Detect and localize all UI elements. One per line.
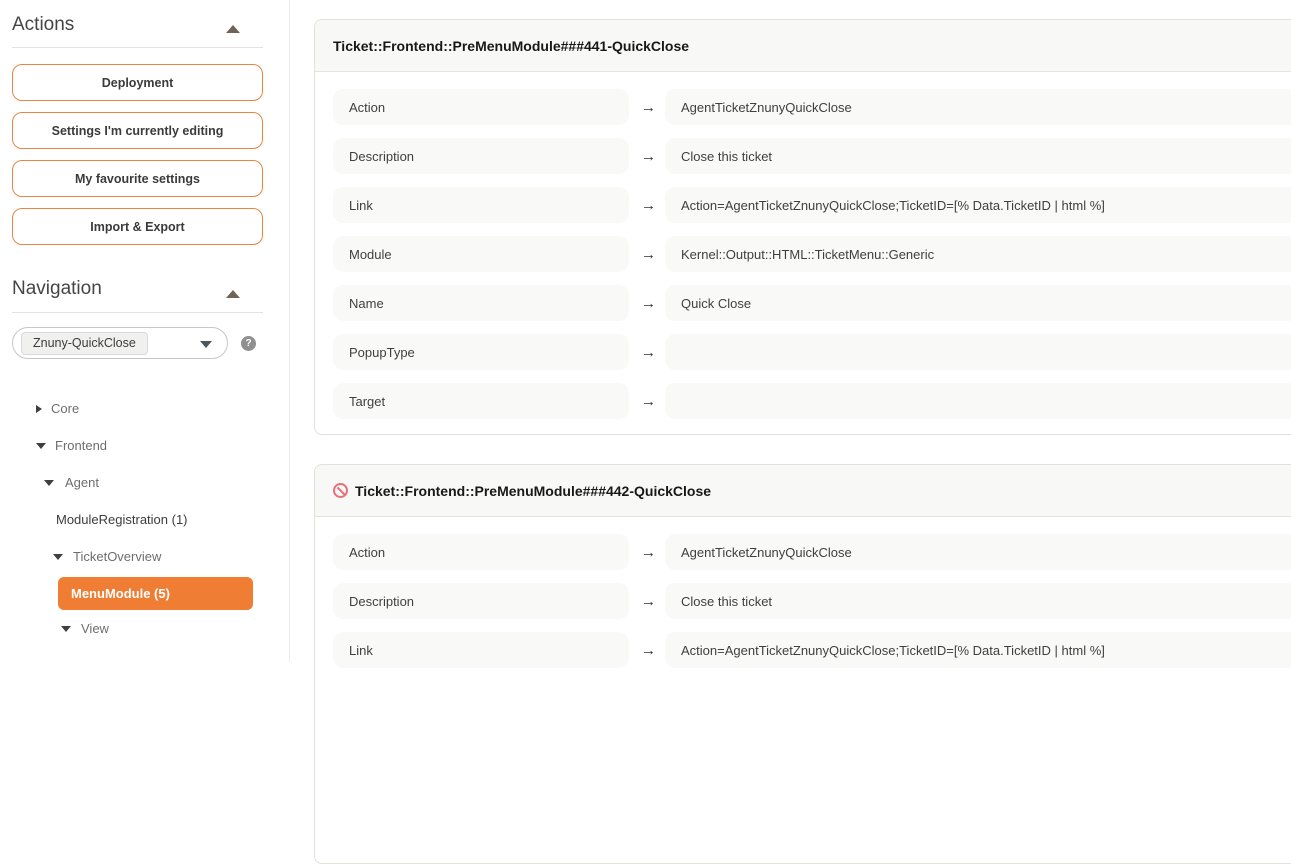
navigation-filter-dropdown[interactable] [12,327,228,359]
setting-key: Module [333,236,629,272]
setting-title: Ticket::Frontend::PreMenuModule###441-QuickClose [333,37,690,54]
tree-label[interactable]: Frontend [55,438,108,453]
setting-value[interactable]: Close this ticket [665,583,1291,619]
setting-key: Action [333,534,629,570]
setting-key: PopupType [333,334,629,370]
tree-item-menumodule-selected[interactable]: MenuModule (5) [58,577,253,610]
triangle-down-icon[interactable] [36,443,46,449]
setting-value[interactable] [665,334,1291,370]
sidebar-main-divider [289,0,290,662]
tree-label[interactable]: View [81,621,109,636]
setting-key: Link [333,187,629,223]
setting-value[interactable] [665,383,1291,419]
setting-row [333,89,1291,125]
triangle-right-icon[interactable] [36,405,42,413]
setting-row [333,187,1291,223]
setting-key: Description [333,138,629,174]
arrow-right-icon: → [641,98,656,116]
setting-card-header [315,465,1291,517]
setting-key: Name [333,285,629,321]
setting-row [333,236,1291,272]
setting-value[interactable]: Action=AgentTicketZnunyQuickClose;TicketID=[% Data.TicketID | html %] [665,632,1291,668]
tree-label[interactable]: TicketOverview [73,549,162,564]
setting-row [333,632,1291,668]
triangle-down-icon[interactable] [61,626,71,632]
tree-label[interactable]: Agent [65,475,99,490]
tree-label[interactable]: Core [51,401,80,416]
tree-item-agent[interactable] [44,475,99,490]
setting-row [333,534,1291,570]
actions-collapse-triangle-up-icon[interactable] [226,25,240,33]
setting-card-header [315,20,1291,72]
arrow-right-icon: → [641,543,656,561]
setting-key: Link [333,632,629,668]
deployment-button[interactable]: Deployment [12,64,263,101]
tree-item-ticketoverview[interactable] [53,549,161,564]
tree-label[interactable]: ModuleRegistration (1) [56,512,188,527]
question-mark-glyph: ? [245,338,252,349]
arrow-right-icon: → [641,592,656,610]
navigation-section-title: Navigation [12,278,102,299]
triangle-down-icon[interactable] [44,480,54,486]
setting-card-body [315,72,1291,434]
arrow-right-icon: → [641,294,656,312]
setting-value[interactable]: Close this ticket [665,138,1291,174]
setting-card-body [315,517,1291,683]
setting-value[interactable]: Kernel::Output::HTML::TicketMenu::Generic [665,236,1291,272]
navigation-collapse-triangle-up-icon[interactable] [226,290,240,298]
arrow-right-icon: → [641,641,656,659]
setting-row [333,383,1291,419]
setting-row [333,138,1291,174]
setting-value[interactable]: Quick Close [665,285,1291,321]
actions-section-title: Actions [12,14,75,35]
arrow-right-icon: → [641,245,656,263]
help-icon[interactable] [241,336,256,351]
setting-row [333,285,1291,321]
setting-value[interactable]: AgentTicketZnunyQuickClose [665,89,1291,125]
arrow-right-icon: → [641,147,656,165]
setting-value[interactable]: AgentTicketZnunyQuickClose [665,534,1291,570]
setting-value[interactable]: Action=AgentTicketZnunyQuickClose;TicketID=[% Data.TicketID | html %] [665,187,1291,223]
setting-card-441 [314,19,1291,435]
arrow-right-icon: → [641,392,656,410]
tree-item-core[interactable] [36,401,79,416]
navigation-divider [12,312,263,313]
tree-item-frontend[interactable] [36,438,107,453]
settings-currently-editing-button[interactable]: Settings I'm currently editing [12,112,263,149]
setting-row [333,334,1291,370]
setting-key: Description [333,583,629,619]
triangle-down-icon[interactable] [53,554,63,560]
sidebar [0,0,289,662]
tree-item-moduleregistration[interactable] [56,512,188,527]
setting-card-442 [314,464,1291,864]
my-favourite-settings-button[interactable]: My favourite settings [12,160,263,197]
arrow-right-icon: → [641,343,656,361]
ban-icon [333,483,348,498]
actions-divider [12,47,263,48]
arrow-right-icon: → [641,196,656,214]
selected-navigation-tag[interactable]: Znuny-QuickClose [21,332,148,355]
setting-key: Action [333,89,629,125]
setting-key: Target [333,383,629,419]
setting-row [333,583,1291,619]
import-export-button[interactable]: Import & Export [12,208,263,245]
tree-item-view[interactable] [61,621,109,636]
caret-down-icon [200,341,212,348]
setting-title: Ticket::Frontend::PreMenuModule###442-QuickClose [355,482,712,499]
